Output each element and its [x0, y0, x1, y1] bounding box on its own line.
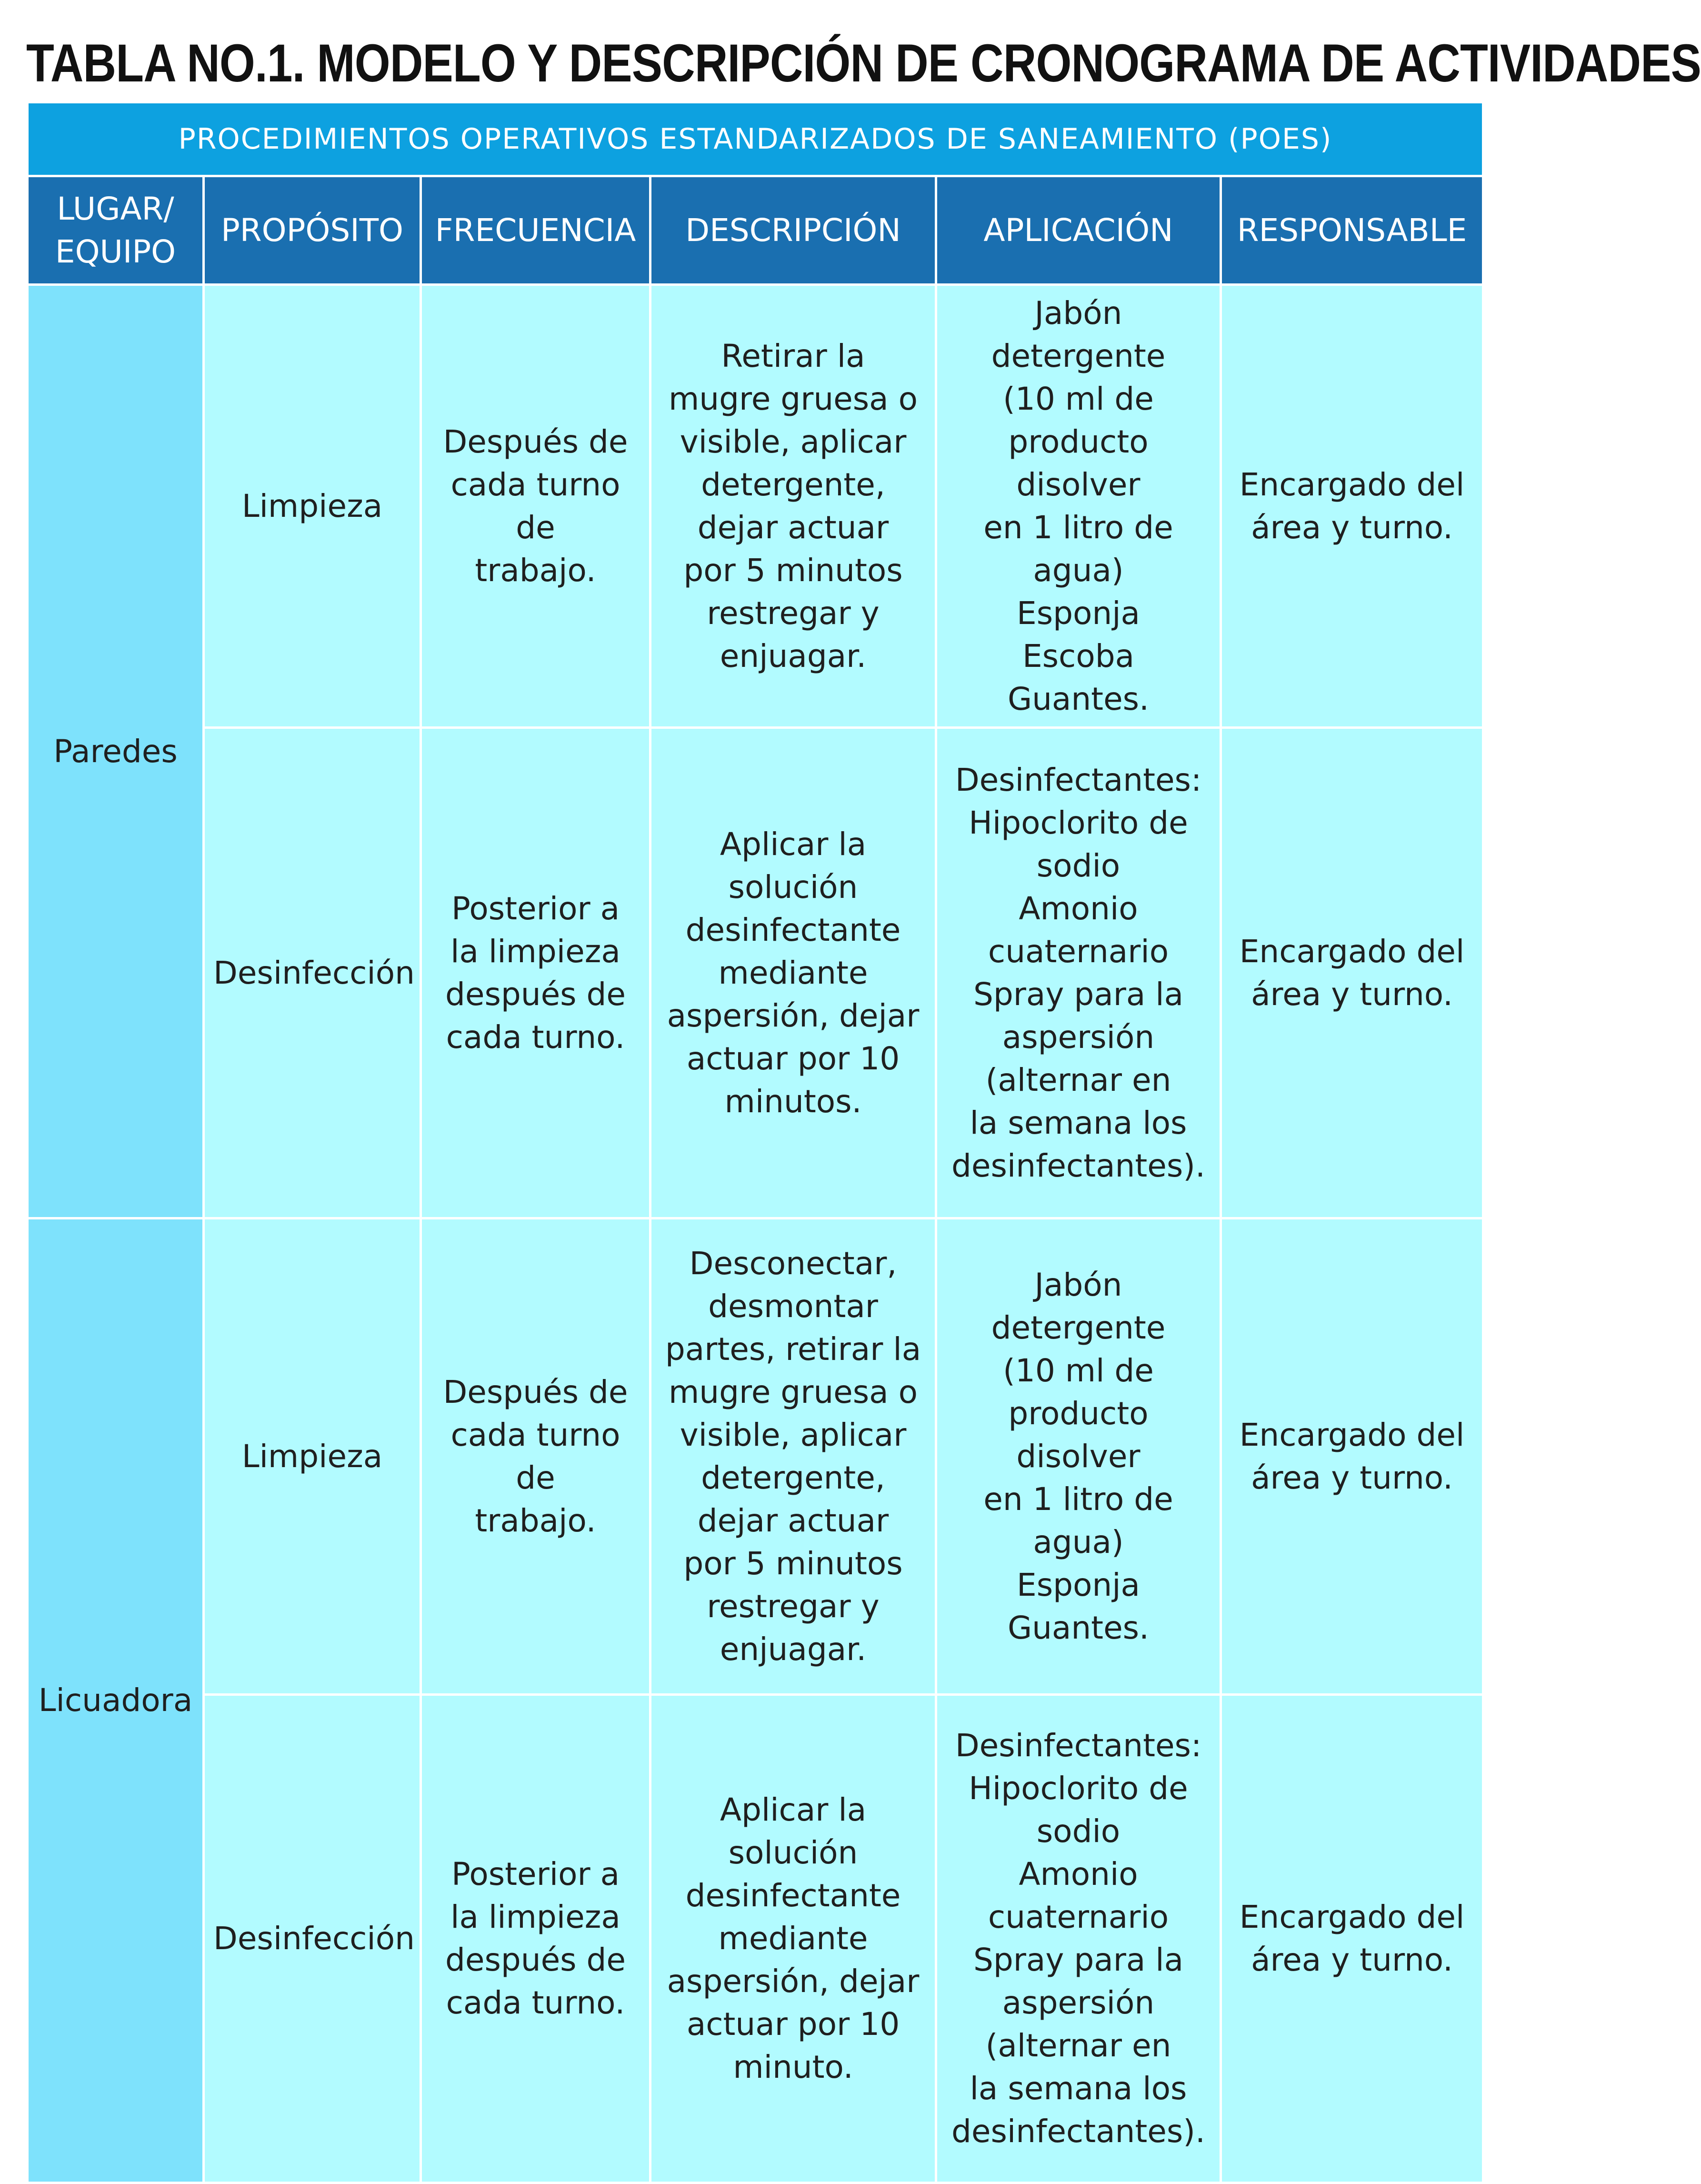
cell-line: por 5 minutos — [683, 552, 903, 589]
cell-line: área y turno. — [1251, 1942, 1453, 1978]
cell-line: actuar por 10 — [686, 1040, 900, 1077]
cell-line: actuar por 10 — [686, 2006, 900, 2043]
column-header-frecuencia: FRECUENCIA — [421, 176, 650, 285]
cell-line: mediante — [718, 1920, 868, 1957]
cell-line: desinfectante — [685, 911, 901, 948]
cell-line: Encargado del — [1239, 933, 1465, 970]
cell-line: Hipoclorito de — [969, 804, 1188, 841]
cell-line: visible, aplicar — [680, 423, 907, 460]
cell-line: Encargado del — [1239, 1416, 1465, 1453]
cell-proposito: Limpieza — [204, 1218, 421, 1695]
cell-line: Escoba — [1022, 637, 1135, 674]
cell-line: dejar actuar — [697, 509, 889, 546]
cell-line: Esponja — [1017, 1566, 1140, 1603]
cell-line: cuaternario — [988, 1899, 1169, 1935]
cell-line: Amonio — [1019, 890, 1138, 927]
cell-line: la semana los — [970, 1104, 1187, 1141]
cell-line: Hipoclorito de — [969, 1770, 1188, 1807]
cell-frecuencia — [421, 1218, 650, 1695]
table-band-heading: PROCEDIMIENTOS OPERATIVOS ESTANDARIZADOS DE SANEAMIENTO (POES) — [28, 102, 1483, 176]
cell-line: en 1 litro de — [983, 509, 1173, 546]
cell-line: sodio — [1036, 847, 1121, 884]
cell-line: enjuagar. — [720, 1630, 867, 1668]
cell-line: solución — [728, 868, 858, 906]
column-header-proposito: PROPÓSITO — [204, 176, 421, 285]
cell-line: enjuagar. — [720, 637, 867, 674]
cell-line: aspersión — [1002, 1018, 1155, 1056]
cell-line: área y turno. — [1251, 509, 1453, 546]
cell-line: Desinfectantes: — [955, 1727, 1202, 1764]
cell-line: Guantes. — [1007, 1609, 1150, 1646]
column-header-lugar-line1: LUGAR/ — [57, 190, 174, 227]
column-header-aplicacion: APLICACIÓN — [936, 176, 1221, 285]
cell-line: la limpieza — [450, 1899, 620, 1935]
cell-line: Aplicar la — [720, 1791, 867, 1828]
table-body — [28, 285, 1483, 2183]
cell-line: cada turno. — [446, 1984, 625, 2021]
cell-line: aspersión, dejar — [667, 997, 920, 1034]
cell-line: cada turno de — [450, 1416, 620, 1496]
poes-table — [26, 101, 1484, 2184]
cell-aplicacion — [936, 285, 1221, 728]
cell-line: aspersión — [1002, 1984, 1155, 2021]
cell-line: Aplicar la — [720, 825, 867, 863]
cell-line: después de — [445, 1942, 626, 1978]
cell-line: mediante — [718, 954, 868, 991]
table-row — [28, 285, 1483, 728]
cell-proposito: Limpieza — [204, 285, 421, 728]
cell-line: desinfectantes). — [951, 1147, 1205, 1184]
cell-descripcion — [650, 1218, 936, 1695]
cell-line: área y turno. — [1251, 1459, 1453, 1496]
cell-line: Posterior a — [451, 890, 620, 927]
cell-responsable — [1221, 728, 1483, 1218]
column-header-row — [28, 176, 1483, 285]
cell-descripcion — [650, 728, 936, 1218]
cell-aplicacion — [936, 728, 1221, 1218]
table-row — [28, 1695, 1483, 2183]
cell-line: Esponja — [1017, 594, 1140, 632]
cell-line: (10 ml de — [1003, 380, 1154, 417]
cell-line: la semana los — [970, 2070, 1187, 2107]
cell-line: la limpieza — [450, 933, 620, 970]
cell-line: Spray para la — [973, 1942, 1184, 1978]
cell-line: Amonio — [1019, 1856, 1138, 1892]
cell-line: detergente, — [701, 466, 885, 503]
cell-line: Encargado del — [1239, 466, 1465, 503]
cell-responsable — [1221, 1218, 1483, 1695]
cell-line: Después de — [443, 1373, 628, 1410]
column-header-lugar — [28, 176, 204, 285]
cell-line: cuaternario — [988, 933, 1169, 970]
cell-line: por 5 minutos — [683, 1545, 903, 1582]
cell-lugar: Paredes — [28, 285, 204, 1218]
cell-line: minuto. — [733, 2049, 853, 2085]
cell-line: Retirar la — [721, 337, 865, 374]
cell-line: Spray para la — [973, 976, 1184, 1013]
cell-line: Jabón detergente — [991, 1266, 1166, 1346]
cell-line: agua) — [1033, 552, 1124, 589]
cell-frecuencia — [421, 728, 650, 1218]
cell-line: después de — [445, 976, 626, 1013]
cell-responsable — [1221, 285, 1483, 728]
cell-line: Guantes. — [1007, 680, 1150, 717]
cell-line: Posterior a — [451, 1856, 620, 1892]
cell-descripcion — [650, 285, 936, 728]
cell-line: minutos. — [724, 1083, 862, 1120]
cell-proposito: Desinfección — [204, 1695, 421, 2183]
cell-line: aspersión, dejar — [667, 1963, 920, 2000]
cell-line: sodio — [1036, 1813, 1121, 1850]
cell-line: partes, retirar la — [665, 1330, 921, 1368]
cell-lugar: Licuadora — [28, 1218, 204, 2183]
cell-line: (alternar en — [985, 2027, 1171, 2064]
cell-line: solución — [728, 1834, 858, 1871]
cell-line: Desinfectantes: — [955, 761, 1202, 798]
cell-line: restregar y — [707, 594, 880, 632]
cell-line: cada turno. — [446, 1018, 625, 1056]
cell-line: trabajo. — [475, 552, 596, 589]
cell-aplicacion — [936, 1218, 1221, 1695]
cell-descripcion — [650, 1695, 936, 2183]
cell-line: trabajo. — [475, 1502, 596, 1539]
cell-line: desinfectantes). — [951, 2113, 1205, 2150]
cell-line: cada turno de — [450, 466, 620, 546]
cell-proposito: Desinfección — [204, 728, 421, 1218]
cell-line: detergente, — [701, 1459, 885, 1496]
cell-line: restregar y — [707, 1588, 880, 1625]
band-row — [28, 102, 1483, 176]
cell-line: desinfectante — [685, 1877, 901, 1914]
cell-aplicacion — [936, 1695, 1221, 2183]
cell-line: Encargado del — [1239, 1899, 1465, 1935]
cell-line: Después de — [443, 423, 628, 460]
cell-line: mugre gruesa o — [669, 1373, 918, 1410]
cell-line: área y turno. — [1251, 976, 1453, 1013]
cell-frecuencia — [421, 285, 650, 728]
cell-line: mugre gruesa o — [669, 380, 918, 417]
cell-line: (alternar en — [985, 1061, 1171, 1098]
cell-line: en 1 litro de — [983, 1480, 1173, 1518]
cell-line: Desconectar, — [689, 1245, 897, 1282]
cell-line: (10 ml de — [1003, 1352, 1154, 1389]
cell-line: desmontar — [708, 1288, 878, 1325]
column-header-descripcion: DESCRIPCIÓN — [650, 176, 936, 285]
cell-responsable — [1221, 1695, 1483, 2183]
cell-line: producto disolver — [1008, 423, 1149, 503]
cell-line: producto disolver — [1008, 1395, 1149, 1475]
cell-frecuencia — [421, 1695, 650, 2183]
cell-line: dejar actuar — [697, 1502, 889, 1539]
cell-line: agua) — [1033, 1523, 1124, 1560]
cell-line: visible, aplicar — [680, 1416, 907, 1453]
column-header-responsable: RESPONSABLE — [1221, 176, 1483, 285]
column-header-lugar-line2: EQUIPO — [55, 233, 176, 270]
table-row — [28, 728, 1483, 1218]
table-title: TABLA NO.1. MODELO Y DESCRIPCIÓN DE CRONOGRAMA DE ACTIVIDADES — [26, 33, 1701, 93]
table-row — [28, 1218, 1483, 1695]
cell-line: Jabón detergente — [991, 294, 1166, 374]
